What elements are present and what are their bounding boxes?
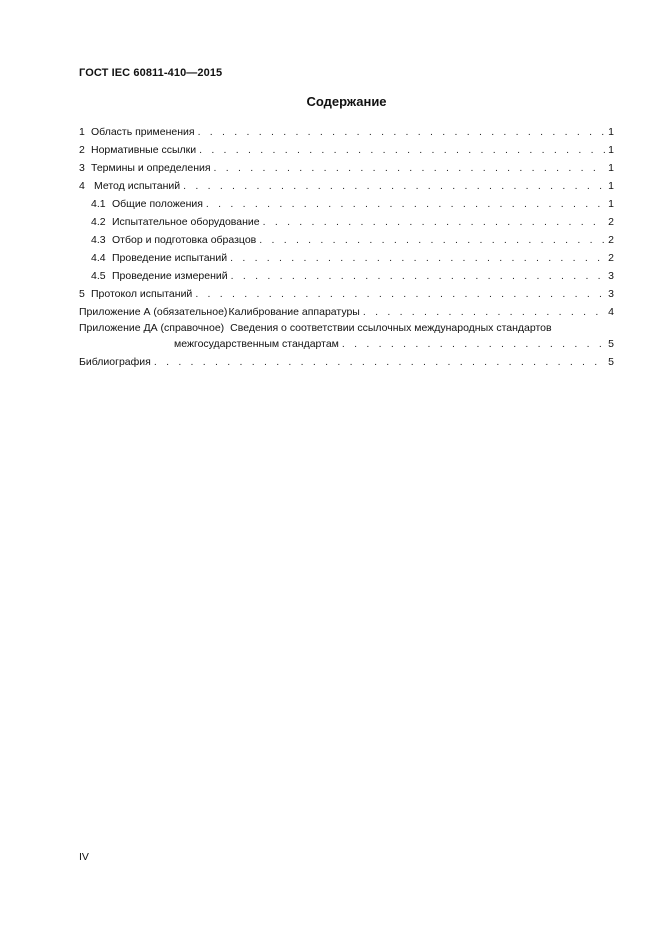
toc-entry-5[interactable] xyxy=(79,283,614,301)
toc-entry-4[interactable] xyxy=(79,175,614,193)
dot-leader xyxy=(231,270,605,283)
dot-leader xyxy=(199,144,605,157)
toc-entry-page: 3 xyxy=(608,288,614,300)
toc-entry-number: 4.4 xyxy=(91,252,106,264)
toc-entry-number: 5 xyxy=(79,288,85,300)
dot-leader xyxy=(206,198,605,211)
toc-entry-number: 1 xyxy=(79,126,85,138)
toc-entry-page: 1 xyxy=(608,144,614,156)
toc-entry-number: 2 xyxy=(79,144,85,156)
toc-entry-4-1[interactable] xyxy=(79,193,614,211)
toc-entry-1[interactable] xyxy=(79,121,614,139)
annex-label: Калибрование аппаратуры xyxy=(228,306,360,318)
toc-entry-label: Метод испытаний xyxy=(94,180,181,192)
toc-entry-label: Испытательное оборудование xyxy=(112,216,260,228)
annex-prefix: Приложение А (обязательное) xyxy=(79,306,228,318)
dot-leader xyxy=(195,288,605,301)
dot-leader xyxy=(198,126,605,139)
toc-entry-number: 4.2 xyxy=(91,216,106,228)
toc-entry-page: 4 xyxy=(608,306,614,318)
annex-da-second-line xyxy=(79,336,614,351)
toc-entry-page: 3 xyxy=(608,270,614,282)
dot-leader xyxy=(154,356,605,369)
toc-entry-number: 3 xyxy=(79,162,85,174)
toc-entry-page: 1 xyxy=(608,126,614,138)
dot-leader xyxy=(263,216,605,229)
toc-entry-page: 1 xyxy=(608,162,614,174)
toc-entry-number: 4.3 xyxy=(91,234,106,246)
annex-da-first-line xyxy=(79,322,614,336)
toc-entry-label: Общие положения xyxy=(112,198,203,210)
toc-entry-label: Проведение испытаний xyxy=(112,252,228,264)
toc-title: Содержание xyxy=(306,94,387,109)
toc-entry-number: 4.1 xyxy=(91,198,106,210)
dot-leader xyxy=(342,338,605,351)
toc-entry-page: 5 xyxy=(608,338,614,350)
toc-entry-annex-da[interactable] xyxy=(79,322,614,351)
toc-entry-4-2[interactable] xyxy=(79,211,614,229)
toc-entry-page: 2 xyxy=(608,252,614,264)
toc-entry-page: 2 xyxy=(608,234,614,246)
dot-leader xyxy=(214,162,605,175)
dot-leader xyxy=(259,234,605,247)
toc-entry-label: Проведение измерений xyxy=(112,270,228,282)
table-of-contents xyxy=(79,121,614,369)
toc-entry-page: 2 xyxy=(608,216,614,228)
toc-entry-2[interactable] xyxy=(79,139,614,157)
toc-entry-bibliography[interactable] xyxy=(79,351,614,369)
toc-entry-page: 5 xyxy=(608,356,614,368)
annex-label-line2: межгосударственным стандартам xyxy=(174,338,339,350)
toc-entry-label: Область применения xyxy=(91,126,195,138)
toc-entry-page: 1 xyxy=(608,180,614,192)
document-code-header: ГОСТ IEC 60811-410—2015 xyxy=(79,67,223,79)
annex-prefix: Приложение ДА (справочное) xyxy=(79,322,225,334)
toc-entry-3[interactable] xyxy=(79,157,614,175)
annex-label-line1: Сведения о соответствии ссылочных международных стандартов xyxy=(230,322,552,334)
toc-entry-label: Нормативные ссылки xyxy=(91,144,197,156)
toc-entry-4-4[interactable] xyxy=(79,247,614,265)
toc-entry-label: Протокол испытаний xyxy=(91,288,193,300)
bibliography-label: Библиография xyxy=(79,356,151,368)
dot-leader xyxy=(363,306,605,319)
toc-entry-4-3[interactable] xyxy=(79,229,614,247)
toc-entry-label: Термины и определения xyxy=(91,162,211,174)
toc-entry-annex-a[interactable] xyxy=(79,301,614,319)
dot-leader xyxy=(230,252,605,265)
toc-entry-label: Отбор и подготовка образцов xyxy=(112,234,257,246)
toc-entry-number: 4.5 xyxy=(91,270,106,282)
toc-entry-number: 4 xyxy=(79,180,85,192)
toc-entry-page: 1 xyxy=(608,198,614,210)
dot-leader xyxy=(183,180,605,193)
toc-entry-4-5[interactable] xyxy=(79,265,614,283)
page-number: IV xyxy=(79,851,89,863)
